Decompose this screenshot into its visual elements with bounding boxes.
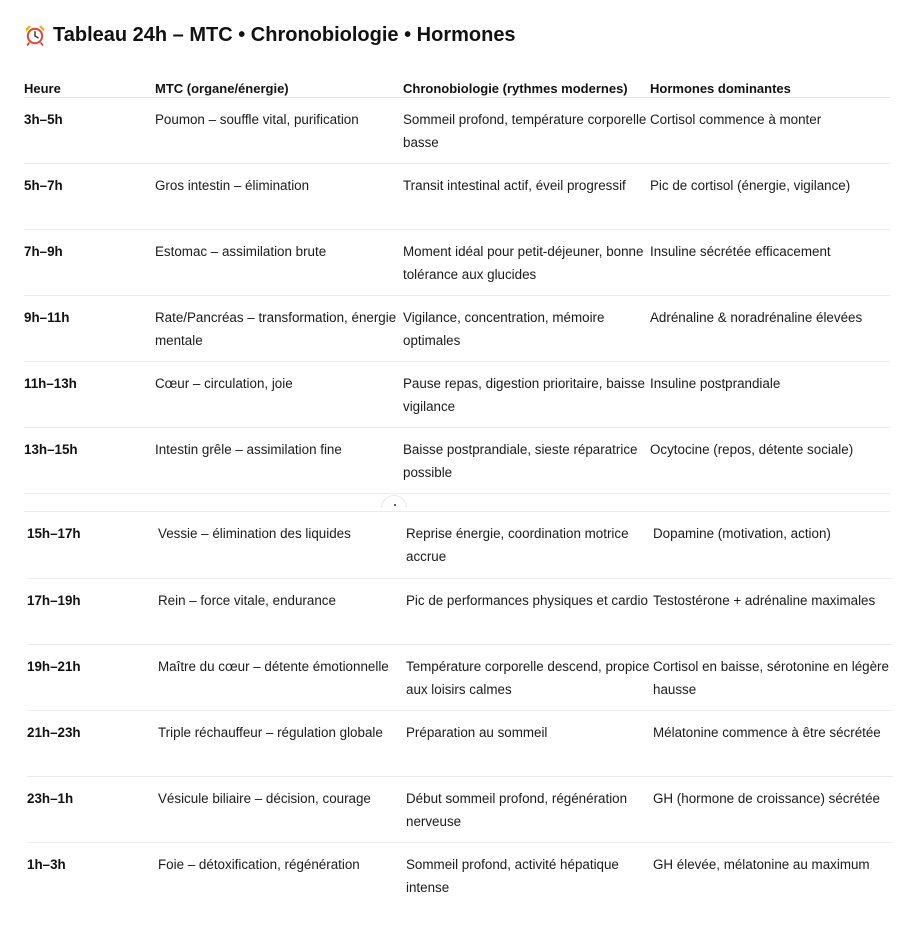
cell-mtc: Foie – détoxification, régénération [158, 856, 360, 872]
cell-heure: 5h–7h [24, 164, 155, 230]
cell-hormones: Ocytocine (repos, détente sociale) [650, 428, 890, 494]
alarm-clock-icon [24, 24, 46, 46]
table-row [24, 164, 890, 230]
cell-heure: 13h–15h [24, 428, 155, 494]
cell-hormones: Dopamine (motivation, action) [653, 512, 893, 578]
cell-mtc: Vessie – élimination des liquides [158, 512, 406, 578]
cell-chronobiologie: Préparation au sommeil [406, 710, 653, 776]
cell-hormones: Cortisol commence à monter [650, 98, 890, 164]
table-row [27, 644, 893, 710]
table-row [24, 296, 890, 362]
cell-hormones: Cortisol en baisse, sérotonine en légère hausse [653, 644, 893, 710]
cell-mtc: Gros intestin – élimination [155, 164, 403, 230]
table-row [27, 578, 893, 644]
cell-chronobiologie: Reprise énergie, coordination motrice accrue [406, 512, 653, 578]
cell-hormones: Adrénaline & noradrénaline élevées [650, 296, 890, 362]
table-row [24, 230, 890, 296]
cell-mtc: Maître du cœur – détente émotionnelle [158, 644, 406, 710]
cell-chronobiologie: Début sommeil profond, régénération nerveuse [406, 776, 653, 842]
cell-hormones: GH (hormone de croissance) sécrétée [653, 776, 893, 842]
cell-heure: 9h–11h [24, 296, 155, 362]
header-heure: Heure [24, 58, 155, 98]
table-row [27, 776, 893, 842]
table-row [27, 512, 893, 578]
cell-hormones: Pic de cortisol (énergie, vigilance) [650, 164, 890, 230]
page-title-text: Tableau 24h – MTC • Chronobiologie • Hormones [53, 23, 516, 46]
cell-hormones: Testostérone + adrénaline maximales [653, 578, 893, 644]
cell-mtc: Rate/Pancréas – transformation, énergie mentale [155, 296, 403, 362]
scroll-down-indicator[interactable] [381, 495, 407, 508]
schedule-table-bottom [27, 512, 893, 908]
cell-chronobiologie: Baisse postprandiale, sieste réparatrice possible [403, 428, 650, 494]
cell-mtc: Intestin grêle – assimilation fine [155, 428, 403, 494]
schedule-table-top [24, 58, 890, 494]
cell-chronobiologie: Température corporelle descend, propice aux loisirs calmes [406, 644, 653, 710]
cell-mtc: Poumon – souffle vital, purification [155, 98, 403, 164]
cell-chronobiologie: Pause repas, digestion prioritaire, baisse vigilance [403, 362, 650, 428]
cell-heure: 15h–17h [27, 512, 158, 578]
cell-chronobiologie: Sommeil profond, température corporelle basse [403, 98, 650, 164]
cell-mtc: Triple réchauffeur – régulation globale [158, 710, 406, 776]
cell-hormones: Insuline sécrétée efficacement [650, 230, 890, 296]
cell-heure: 17h–19h [27, 578, 158, 644]
cell-heure: 3h–5h [24, 98, 155, 164]
page-title [24, 22, 516, 48]
cell-heure: 23h–1h [27, 776, 158, 842]
table-row [24, 362, 890, 428]
cell-hormones: Insuline postprandiale [650, 362, 890, 428]
header-chronobiologie: Chronobiologie (rythmes modernes) [403, 58, 650, 98]
cell-mtc: Rein – force vitale, endurance [158, 578, 406, 644]
cell-mtc: Vésicule biliaire – décision, courage [158, 776, 406, 842]
cell-chronobiologie: Transit intestinal actif, éveil progressif [403, 164, 650, 230]
cell-chronobiologie: Vigilance, concentration, mémoire optimales [403, 296, 650, 362]
cell-heure: 19h–21h [27, 644, 158, 710]
cell-mtc: Estomac – assimilation brute [155, 230, 403, 296]
cell-hormones: GH élevée, mélatonine au maximum [653, 856, 870, 872]
header-mtc: MTC (organe/énergie) [155, 58, 403, 98]
cell-mtc: Cœur – circulation, joie [155, 362, 403, 428]
cell-heure: 21h–23h [27, 710, 158, 776]
cell-chronobiologie: Moment idéal pour petit-déjeuner, bonne tolérance aux glucides [403, 230, 650, 296]
table-row [27, 710, 893, 776]
cell-heure: 7h–9h [24, 230, 155, 296]
cell-chronobiologie: Pic de performances physiques et cardio [406, 578, 653, 644]
table-row [24, 98, 890, 164]
table-header-row [24, 58, 890, 98]
table-row [24, 428, 890, 494]
table-row [27, 842, 893, 908]
header-hormones: Hormones dominantes [650, 58, 890, 98]
cell-hormones: Mélatonine commence à être sécrétée [653, 710, 893, 776]
cell-heure: 1h–3h [27, 856, 66, 872]
cell-chronobiologie: Sommeil profond, activité hépatique intense [406, 856, 619, 895]
cell-heure: 11h–13h [24, 362, 155, 428]
